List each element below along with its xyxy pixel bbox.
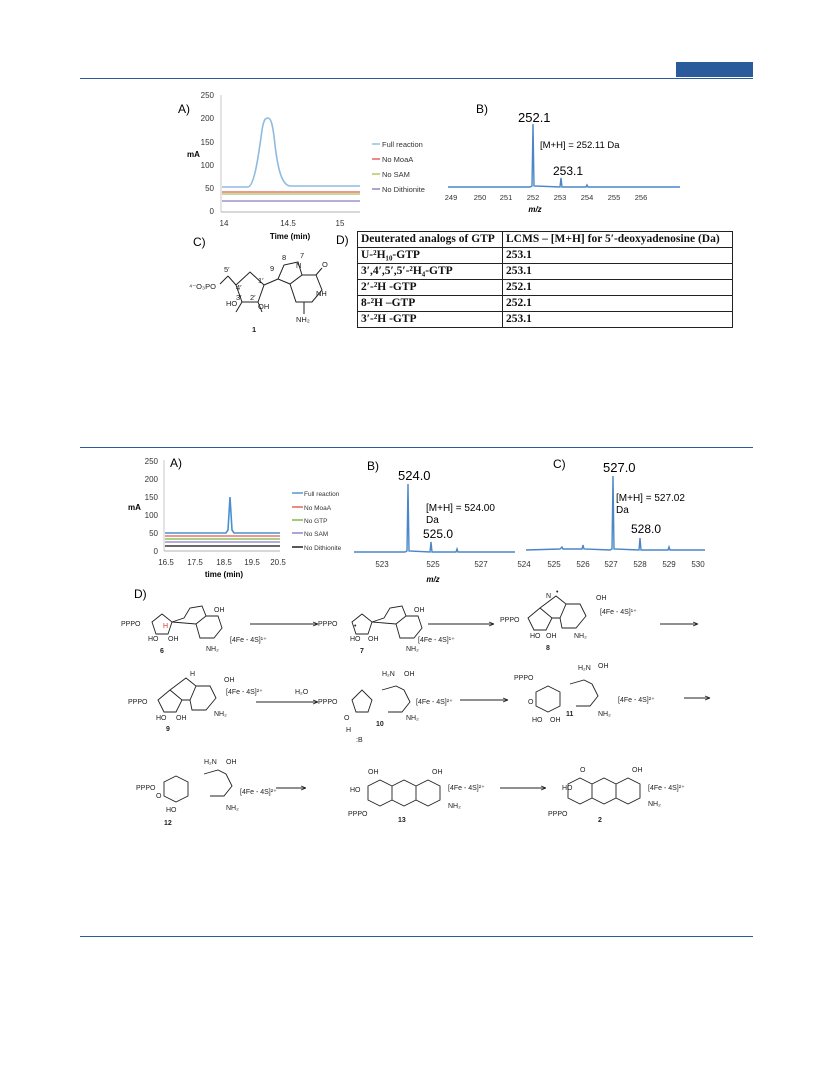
table-row [358, 296, 733, 312]
svg-text:PPPO: PPPO [136, 785, 156, 792]
ytick: 150 [144, 493, 158, 502]
svg-text:1′: 1′ [258, 276, 264, 285]
svg-text:PPPO: PPPO [348, 811, 368, 818]
fig2-trace-full [165, 497, 280, 533]
svg-text:OH: OH [414, 607, 425, 614]
svg-text:PPPO: PPPO [121, 621, 141, 628]
fig1-panel-c-label: C) [193, 235, 206, 249]
table-row [358, 280, 733, 296]
svg-text:[4Fe - 4S]²⁺: [4Fe - 4S]²⁺ [618, 697, 655, 704]
compound-label: 10 [376, 721, 384, 728]
svg-text:PPPO: PPPO [514, 675, 534, 682]
table-cell: 253.1 [503, 248, 733, 264]
svg-text:OH: OH [176, 715, 187, 722]
xtick: 17.5 [187, 558, 203, 567]
compound-label: 12 [164, 820, 172, 827]
xtick: 528 [633, 560, 647, 569]
ytick: 200 [200, 114, 214, 123]
ytick: 250 [200, 91, 214, 100]
svg-text:NH₂: NH₂ [648, 801, 661, 808]
fig1-panel-d-label: D) [336, 233, 349, 247]
xtick: 254 [580, 193, 594, 202]
ytick: 200 [144, 475, 158, 484]
svg-text:PPPO: PPPO [128, 699, 148, 706]
table-header-row [358, 232, 733, 248]
svg-text:•: • [354, 623, 357, 630]
svg-text:O: O [528, 699, 534, 706]
ytick: 100 [200, 161, 214, 170]
fig1-chrom-xlabel: Time (min) [269, 232, 311, 241]
fig2-chrom-yticks [145, 457, 159, 556]
compound-label: 9 [166, 726, 170, 733]
xtick: 15 [335, 219, 345, 228]
svg-text:HO: HO [166, 807, 177, 814]
svg-text:OH: OH [214, 607, 225, 614]
legend-entry: No Dithionite [304, 545, 342, 552]
svg-text:OH: OH [368, 636, 379, 643]
xtick: 250 [473, 193, 487, 202]
xtick: 255 [607, 193, 621, 202]
svg-text:O: O [156, 793, 162, 800]
fig1-deuterium-table [357, 231, 733, 328]
fig2-panel-b-label: B) [367, 459, 379, 473]
figure2-graphics [0, 450, 833, 930]
xtick: 525 [547, 560, 561, 569]
svg-text:OH: OH [168, 636, 179, 643]
legend-entry: No SAM [304, 531, 329, 538]
fig2-chrom-ylabel: mA [128, 503, 141, 512]
svg-text:OH: OH [546, 633, 557, 640]
svg-text:H: H [346, 727, 352, 734]
svg-text:O: O [580, 767, 586, 774]
legend-entry: No GTP [304, 518, 328, 525]
xtick: 19.5 [244, 558, 260, 567]
svg-text:OH: OH [432, 769, 443, 776]
svg-text:PPPO: PPPO [318, 621, 338, 628]
ytick: 50 [205, 184, 214, 193]
fig2-chrom-xlabel: time (min) [204, 570, 244, 579]
svg-text:H: H [163, 623, 169, 630]
xtick: 251 [499, 193, 513, 202]
svg-text:OH: OH [368, 769, 379, 776]
svg-text:H₂N: H₂N [578, 665, 591, 672]
xtick: 523 [375, 560, 389, 569]
table-cell: 253.1 [503, 312, 733, 328]
fig1-ms-peak-minor: 253.1 [553, 164, 584, 178]
svg-text:NH₂: NH₂ [206, 646, 219, 653]
table-row [358, 248, 733, 264]
fig1-chrom-ylabel: mA [187, 150, 200, 159]
table-header-cell: LCMS – [M+H] for 5′-deoxyadenosine (Da) [503, 232, 733, 248]
legend-entry: No MoaA [382, 155, 414, 164]
table-row [358, 312, 733, 328]
fig2-msb-peak-main: 524.0 [398, 468, 431, 483]
xtick: 530 [691, 560, 705, 569]
svg-text:H₂N: H₂N [204, 759, 217, 766]
xtick: 252 [526, 193, 540, 202]
svg-text:OH: OH [550, 717, 561, 724]
xtick: 253 [553, 193, 567, 202]
fig2-panel-d-label: D) [134, 587, 147, 601]
svg-text:8: 8 [282, 253, 287, 262]
xtick: 526 [576, 560, 590, 569]
legend-entry: No MoaA [304, 505, 332, 512]
compound-label: 2 [598, 817, 602, 824]
svg-text:H: H [190, 671, 196, 678]
svg-text:NH₂: NH₂ [226, 805, 239, 812]
fig2-msc-peak-main: 527.0 [603, 460, 636, 475]
table-cell: 253.1 [503, 264, 733, 280]
svg-text:HO: HO [530, 633, 541, 640]
svg-text:PPPO: PPPO [500, 617, 520, 624]
fig2-msc-xticks [517, 560, 705, 569]
svg-text:7: 7 [300, 251, 305, 260]
svg-text:•: • [556, 589, 559, 596]
svg-text:NH₂: NH₂ [448, 803, 461, 810]
svg-text:OH: OH [224, 677, 235, 684]
fig2-msb-xticks [375, 560, 488, 569]
compound-label: 11 [566, 711, 574, 718]
scheme-labels [121, 589, 685, 827]
xtick: 249 [444, 193, 458, 202]
legend-entry: Full reaction [382, 140, 423, 149]
legend-entry: No Dithionite [382, 185, 425, 194]
svg-text:5′: 5′ [224, 265, 230, 274]
fig1-chrom-legend [372, 140, 425, 194]
svg-text:PPPO: PPPO [318, 699, 338, 706]
xtick: 256 [634, 193, 648, 202]
svg-text:O: O [344, 715, 350, 722]
svg-text:NH₂: NH₂ [406, 646, 419, 653]
section-rule-1 [80, 447, 753, 448]
section-rule-2 [80, 936, 753, 937]
svg-text:H₂N: H₂N [382, 671, 395, 678]
figure1-graphics [0, 0, 833, 440]
fig2-msb-annotation-2: Da [426, 515, 439, 526]
svg-text:OH: OH [632, 767, 643, 774]
fig1-chrom-xticks [220, 219, 345, 228]
fig2-msc-annotation-2: Da [616, 505, 629, 516]
table-cell: 8-²H –GTP [358, 296, 503, 312]
svg-text:N: N [546, 593, 552, 600]
fig1-gtp-labels [189, 251, 328, 334]
svg-text:NH₂: NH₂ [214, 711, 227, 718]
xtick: 20.5 [270, 558, 286, 567]
svg-text:HO: HO [532, 717, 543, 724]
fig1-panel-b-label: B) [476, 102, 488, 116]
fig2-msb-annotation-1: [M+H] = 524.00 [426, 503, 495, 514]
svg-text:[4Fe - 4S]¹⁺: [4Fe - 4S]¹⁺ [230, 637, 267, 644]
table-cell: 3′-²H -GTP [358, 312, 503, 328]
fig2-msb-xlabel: m/z [426, 575, 440, 584]
ytick: 150 [200, 138, 214, 147]
svg-text:HO: HO [350, 787, 361, 794]
table-cell: U-²H₁₀-GTP [358, 248, 503, 264]
svg-text::B: :B [356, 737, 363, 744]
svg-text:PPPO: PPPO [548, 811, 568, 818]
svg-text:9: 9 [270, 264, 275, 273]
svg-text:NH: NH [316, 289, 327, 298]
table-cell: 2′-²H -GTP [358, 280, 503, 296]
xtick: 524 [517, 560, 531, 569]
svg-text:[4Fe - 4S]²⁺: [4Fe - 4S]²⁺ [240, 789, 277, 796]
compound-label: 8 [546, 645, 550, 652]
svg-text:NH₂: NH₂ [598, 711, 611, 718]
xtick: 527 [604, 560, 618, 569]
table-header-cell: Deuterated analogs of GTP [358, 232, 503, 248]
svg-text:4′: 4′ [236, 283, 242, 292]
ytick: 0 [153, 547, 158, 556]
xtick: 14.5 [280, 219, 296, 228]
svg-text:H₂O: H₂O [295, 689, 309, 696]
ytick: 50 [149, 529, 158, 538]
svg-text:HO: HO [226, 299, 238, 308]
svg-text:⁴⁻O₃PO: ⁴⁻O₃PO [189, 282, 216, 291]
fig2-panel-c-label: C) [553, 457, 566, 471]
table-cell: 3′,4′,5′,5′-²H₄-GTP [358, 264, 503, 280]
fig2-msb-peak-minor: 525.0 [423, 527, 454, 541]
fig1-ms-annotation: [M+H] = 252.11 Da [540, 140, 620, 151]
svg-text:OH: OH [596, 595, 607, 602]
fig1-ms-xlabel: m/z [528, 205, 542, 214]
ytick: 100 [144, 511, 158, 520]
svg-text:O: O [322, 260, 328, 269]
legend-entry: No SAM [382, 170, 410, 179]
xtick: 18.5 [216, 558, 232, 567]
table-cell: 252.1 [503, 280, 733, 296]
svg-text:2′: 2′ [250, 293, 256, 302]
svg-text:[4Fe - 4S]²⁺: [4Fe - 4S]²⁺ [416, 699, 453, 706]
svg-text:3′: 3′ [236, 293, 242, 302]
svg-text:[4Fe - 4S]²⁺: [4Fe - 4S]²⁺ [448, 785, 485, 792]
xtick: 525 [426, 560, 440, 569]
table-row [358, 264, 733, 280]
table-cell: 252.1 [503, 296, 733, 312]
svg-text:[4Fe - 4S]²⁺: [4Fe - 4S]²⁺ [648, 785, 685, 792]
svg-text:NH₂: NH₂ [406, 715, 419, 722]
xtick: 14 [219, 219, 229, 228]
svg-text:NH₂: NH₂ [574, 633, 587, 640]
ytick: 250 [144, 457, 158, 466]
svg-text:OH: OH [598, 663, 609, 670]
fig1-ms-xticks [445, 193, 648, 202]
svg-text:[4Fe - 4S]²⁺: [4Fe - 4S]²⁺ [226, 689, 263, 696]
xtick: 529 [662, 560, 676, 569]
svg-text:[4Fe - 4S]¹⁺: [4Fe - 4S]¹⁺ [418, 637, 455, 644]
svg-text:HO: HO [562, 785, 573, 792]
svg-text:OH: OH [258, 302, 270, 311]
ytick: 0 [209, 207, 214, 216]
fig1-trace-full [222, 118, 360, 187]
compound-label: 6 [160, 648, 164, 655]
svg-text:NH₂: NH₂ [296, 315, 310, 324]
fig1-compound-label: 1 [252, 325, 257, 334]
xtick: 16.5 [158, 558, 174, 567]
svg-text:N: N [296, 261, 302, 270]
svg-text:HO: HO [350, 636, 361, 643]
svg-text:OH: OH [404, 671, 415, 678]
fig1-panel-a-label: A) [178, 102, 190, 116]
xtick: 527 [474, 560, 488, 569]
svg-text:HO: HO [156, 715, 167, 722]
svg-text:[4Fe - 4S]¹⁺: [4Fe - 4S]¹⁺ [600, 609, 637, 616]
svg-text:HO: HO [148, 636, 159, 643]
compound-label: 13 [398, 817, 406, 824]
fig2-chrom-legend [292, 491, 342, 552]
fig1-chrom-yticks [201, 91, 215, 216]
fig2-chrom-xticks [158, 558, 286, 567]
legend-entry: Full reaction [304, 491, 340, 498]
svg-text:OH: OH [226, 759, 237, 766]
fig2-panel-a-label: A) [170, 456, 182, 470]
fig2-msc-peak-minor: 528.0 [631, 522, 662, 536]
fig1-ms-peak-main: 252.1 [518, 110, 551, 125]
compound-label: 7 [360, 648, 364, 655]
fig2-msc-annotation-1: [M+H] = 527.02 [616, 493, 685, 504]
